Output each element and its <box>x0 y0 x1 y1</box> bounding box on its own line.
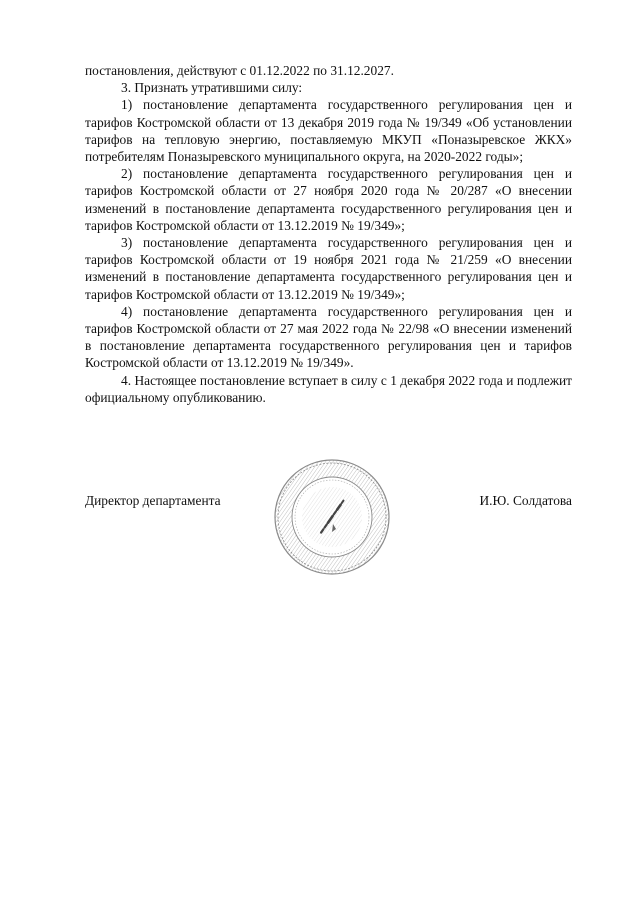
list-item: 4) постановление департамента государственного регулирования цен и тарифов Костромской области от 27 мая 2022 года № 22/98 «О внесении изменений в постановление департамента государственного регулирования цен и тарифов Костромской области от 13.12.2019 № 19/349». <box>85 303 572 371</box>
signatory-name: И.Ю. Солдатова <box>479 493 572 508</box>
official-seal-icon <box>273 458 391 576</box>
list-item: 3) постановление департамента государственного регулирования цен и тарифов Костромской области от 19 ноября 2021 года № 21/259 «О внесении изменений в постановление департамента государственного регулирования цен и тарифов Костромской области от 13.12.2019 № 19/349»; <box>85 235 572 302</box>
document-body <box>85 62 572 406</box>
list-item: 2) постановление департамента государственного регулирования цен и тарифов Костромской области от 27 ноября 2020 года № 20/287 «О внесении изменений в постановление департамента государственного регулирования цен и тарифов Костромской области от 13.12.2019 № 19/349»; <box>85 166 572 233</box>
repealed-acts-list <box>85 96 572 371</box>
continuation-text: постановления, действуют с 01.12.2022 по 31.12.2027. <box>85 63 394 78</box>
list-item: 1) постановление департамента государственного регулирования цен и тарифов Костромской области от 13 декабря 2019 года № 19/349 «Об установлении тарифов на тепловую энергию, поставляемую МКУП «Поназыревское ЖКХ» потребителям Поназыревского муниципального округа, на 2020-2022 годы»; <box>85 97 572 165</box>
clause-4-effective-date: 4. Настоящее постановление вступает в силу с 1 декабря 2022 года и подлежит официальному опубликованию. <box>85 372 572 405</box>
clause-3-heading: 3. Признать утратившими силу: <box>121 80 303 96</box>
signatory-position: Директор департамента <box>85 493 221 508</box>
